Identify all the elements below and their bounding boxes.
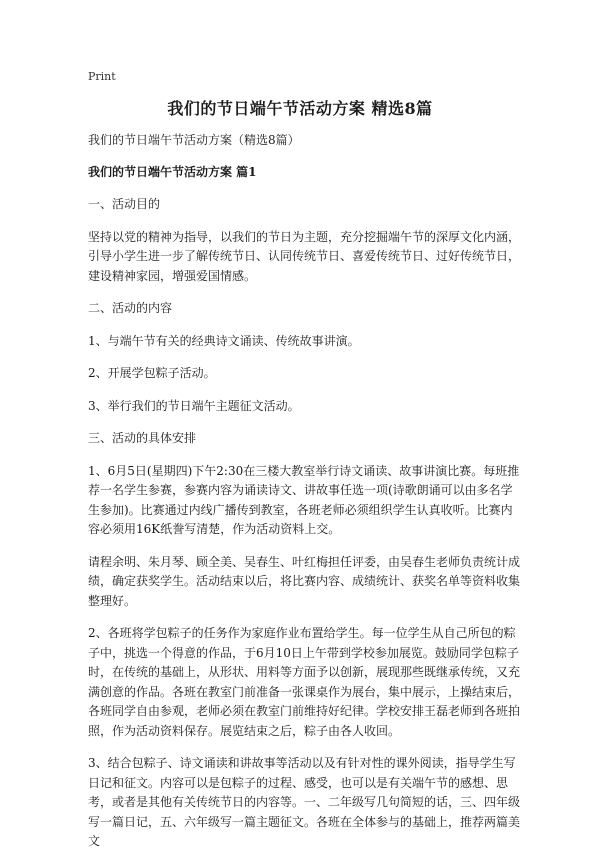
- heading-activity-schedule: 三、活动的具体安排: [88, 431, 197, 445]
- list-item-content-3: 3、举行我们的节日端午主题征文活动。: [88, 398, 300, 413]
- paragraph-judges: 请程余明、朱月琴、顾全美、吴春生、叶红梅担任评委，由吴春生老师负责统计成绩，确定获奖学生。活动结束以后，将比赛内容、成绩统计、获奖名单等资料收集整理好。: [88, 554, 521, 608]
- list-item-content-1: 1、与端午节有关的经典诗文诵读、传统故事讲演。: [88, 333, 360, 348]
- print-label[interactable]: Print: [88, 70, 116, 83]
- paragraph-schedule-1: 1、6月5日(星期四)下午2:30在三楼大教室举行诗文诵读、故事讲演比赛。每班推荐一名学生参赛，参赛内容为诵读诗文、讲故事任选一项(诗歌朗诵可以由多名学生参加)。比赛通过内线广播传到教室，各班老师必须组织学生认真收听。比赛内容必须用16K纸誊写清楚，作为活动资料上交。: [88, 463, 520, 536]
- page-title: 我们的节日端午节活动方案 精选8篇: [167, 99, 433, 118]
- heading-activity-content: 二、活动的内容: [88, 301, 173, 315]
- list-item-content-2: 2、开展学包粽子活动。: [88, 366, 216, 380]
- paragraph-schedule-2: 2、各班将学包粽子的任务作为家庭作业布置给学生。每一位学生从自己所包的粽子中，挑选一个得意的作品，于6月10日上午带到学校参加展览。鼓励同学包粽子时，在传统的基础上，从形状、用料等方面予以创新，展现那些既继承传统，又充满创意的作品。各班在教室门前准备一张课桌作为展台，集中展示，上操结束后，各班同学自由参观，老师必须在教室门前维持好纪律。学校安排王磊老师到各班拍照，作为活动资料保存。展览结束之后，粽子由各人收回。: [88, 626, 521, 738]
- paragraph-purpose: 坚持以党的精神为指导，以我们的节日为主题，充分挖掘端午节的深厚文化内涵，引导小学生进一步了解传统节日、认同传统节日、喜爱传统节日、过好传统节日，建设精神家园，增强爱国情感。: [88, 229, 521, 283]
- section-heading: 我们的节日端午节活动方案 篇1: [88, 164, 257, 179]
- document-subtitle: 我们的节日端午节活动方案（精选8篇）: [88, 133, 300, 147]
- heading-activity-purpose: 一、活动目的: [88, 197, 161, 211]
- document-body: [88, 131, 520, 865]
- paragraph-schedule-3: 3、结合包粽子、诗文诵读和讲故事等活动以及有针对性的课外阅读，指导学生写日记和征文。内容可以是包粽子的过程、感受，也可以是有关端午节的感想、思考，或者是其他有关传统节日的内容等。一、二年级写几句简短的话，三、四年级写一篇日记，五、六年级写一篇主题征文。各班在全体参与的基础上，推荐两篇美文: [88, 756, 521, 848]
